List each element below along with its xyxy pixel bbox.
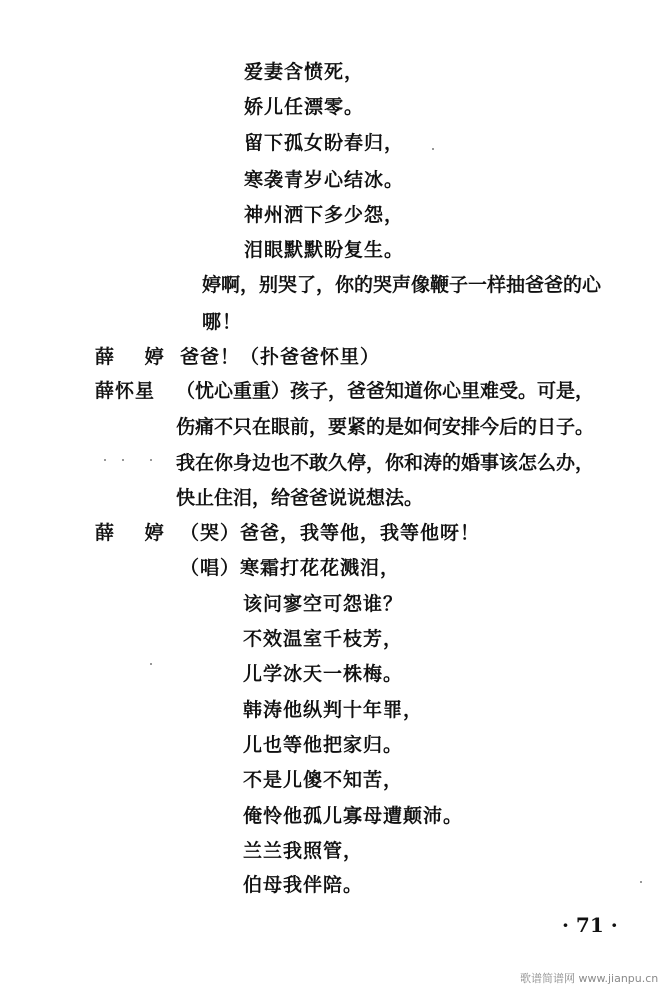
verse-line: 伯母我伴陪。 — [243, 874, 364, 896]
verse-line: 该问寥空可怨谁？ — [243, 593, 404, 615]
speaker-name: 薛怀星 — [95, 380, 156, 402]
verse-line: 韩涛他纵判十年罪， — [243, 699, 424, 721]
dialogue-line: 伤痛不只在眼前，要紧的是如何安排今后的日子。 — [176, 416, 595, 438]
speaker-name: 薛 婷 — [95, 346, 176, 368]
scan-speck — [122, 459, 124, 461]
verse-line: 娇儿任漂零。 — [244, 96, 365, 118]
dialogue-line: 快止住泪，给爸爸说说想法。 — [176, 487, 424, 509]
speaker-name: 薛 婷 — [95, 522, 176, 544]
verse-line: 俺怜他孤儿寡母遭颠沛。 — [243, 805, 464, 827]
dialogue-line: （哭）爸爸，我等他，我等他呀！ — [180, 522, 481, 544]
prose-line: 哪！ — [202, 311, 243, 333]
scan-speck — [640, 881, 642, 883]
verse-line: 儿学冰天一株梅。 — [243, 663, 404, 685]
verse-line: 留下孤女盼春归， — [244, 132, 405, 154]
dialogue-line: 我在你身边也不敢久停，你和涛的婚事该怎么办， — [176, 452, 595, 474]
dialogue-line: （忧心重重）孩子，爸爸知道你心里难受。可是， — [176, 380, 595, 402]
sing-line: （唱）寒霜打花花溅泪， — [180, 557, 401, 579]
verse-line: 不是儿傻不知苦， — [243, 769, 404, 791]
page-number: · 71 · — [562, 913, 618, 937]
verse-line: 泪眼默默盼复生。 — [244, 239, 405, 261]
verse-line: 神州洒下多少怨， — [244, 204, 405, 226]
verse-line: 寒袭青岁心结冰。 — [244, 169, 405, 191]
verse-line: 不效温室千枝芳， — [243, 628, 404, 650]
scan-speck — [104, 459, 106, 461]
verse-line: 兰兰我照管， — [243, 840, 364, 862]
verse-line: 儿也等他把家归。 — [243, 734, 404, 756]
site-watermark: 歌谱简谱网 www.jianpu.cn — [520, 972, 659, 985]
scan-speck — [150, 663, 152, 665]
prose-line: 婷啊，别哭了，你的哭声像鞭子一样抽爸爸的心 — [202, 274, 602, 296]
verse-line: 爱妻含愤死， — [244, 61, 365, 83]
dialogue-line: 爸爸！（扑爸爸怀里） — [180, 346, 381, 368]
scan-speck — [150, 459, 152, 461]
scan-speck — [432, 148, 434, 150]
